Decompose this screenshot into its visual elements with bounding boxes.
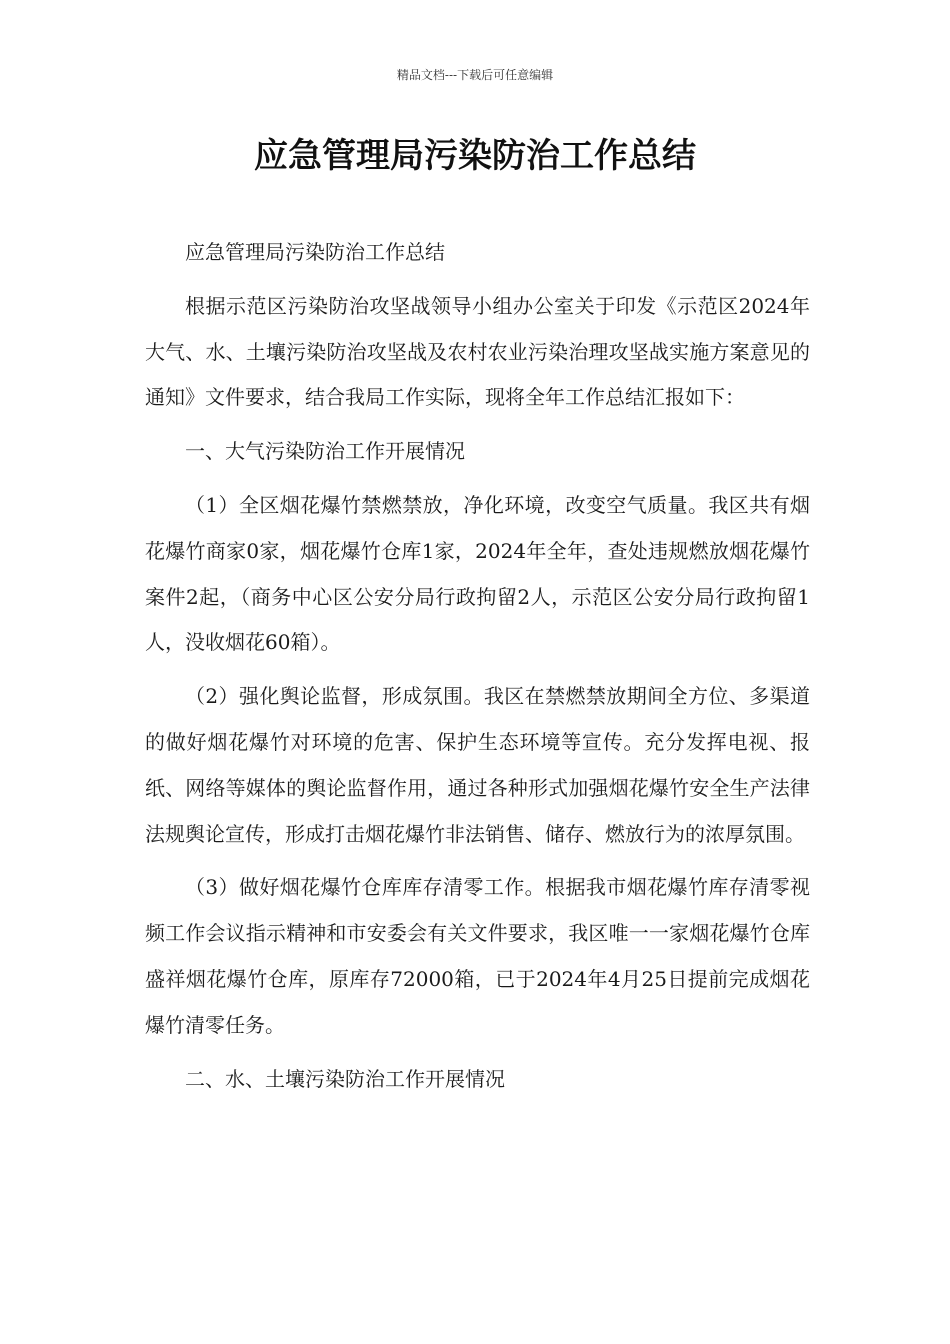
document-body (145, 230, 810, 1110)
page-header: 精品文档---下载后可任意编辑 (396, 68, 554, 82)
paragraph-item-2: （2）强化舆论监督，形成氛围。我区在禁燃禁放期间全方位、多渠道的做好烟花爆竹对环境的危害、保护生态环境等宣传。充分发挥电视、报纸、网络等媒体的舆论监督作用，通过各种形式加强烟花爆竹安全生产法律法规舆论宣传，形成打击烟花爆竹非法销售、储存、燃放行为的浓厚氛围。 (145, 684, 810, 846)
paragraph-subtitle: 应急管理局污染防治工作总结 (185, 240, 445, 264)
section-heading-water-soil: 二、水、土壤污染防治工作开展情况 (185, 1066, 505, 1091)
section-heading-air: 一、大气污染防治工作开展情况 (185, 439, 465, 464)
paragraph-item-3: （3）做好烟花爆竹仓库库存清零工作。根据我市烟花爆竹库存清零视频工作会议指示精神和市安委会有关文件要求，我区唯一一家烟花爆竹仓库盛祥烟花爆竹仓库，原库存72000箱，已于2024年4月25日提前完成烟花爆竹清零任务。 (145, 875, 810, 1037)
document-title: 应急管理局污染防治工作总结 (254, 136, 696, 176)
paragraph-item-1: （1）全区烟花爆竹禁燃禁放，净化环境，改变空气质量。我区共有烟花爆竹商家0家，烟花爆竹仓库1家，2024年全年，查处违规燃放烟花爆竹案件2起，（商务中心区公安分局行政拘留2人，示范区公安分局行政拘留1人，没收烟花60箱）。 (145, 492, 810, 655)
paragraph-intro: 根据示范区污染防治攻坚战领导小组办公室关于印发《示范区2024年大气、水、土壤污染防治攻坚战及农村农业污染治理攻坚战实施方案意见的通知》文件要求，结合我局工作实际，现将全年工作总结汇报如下： (145, 293, 810, 410)
